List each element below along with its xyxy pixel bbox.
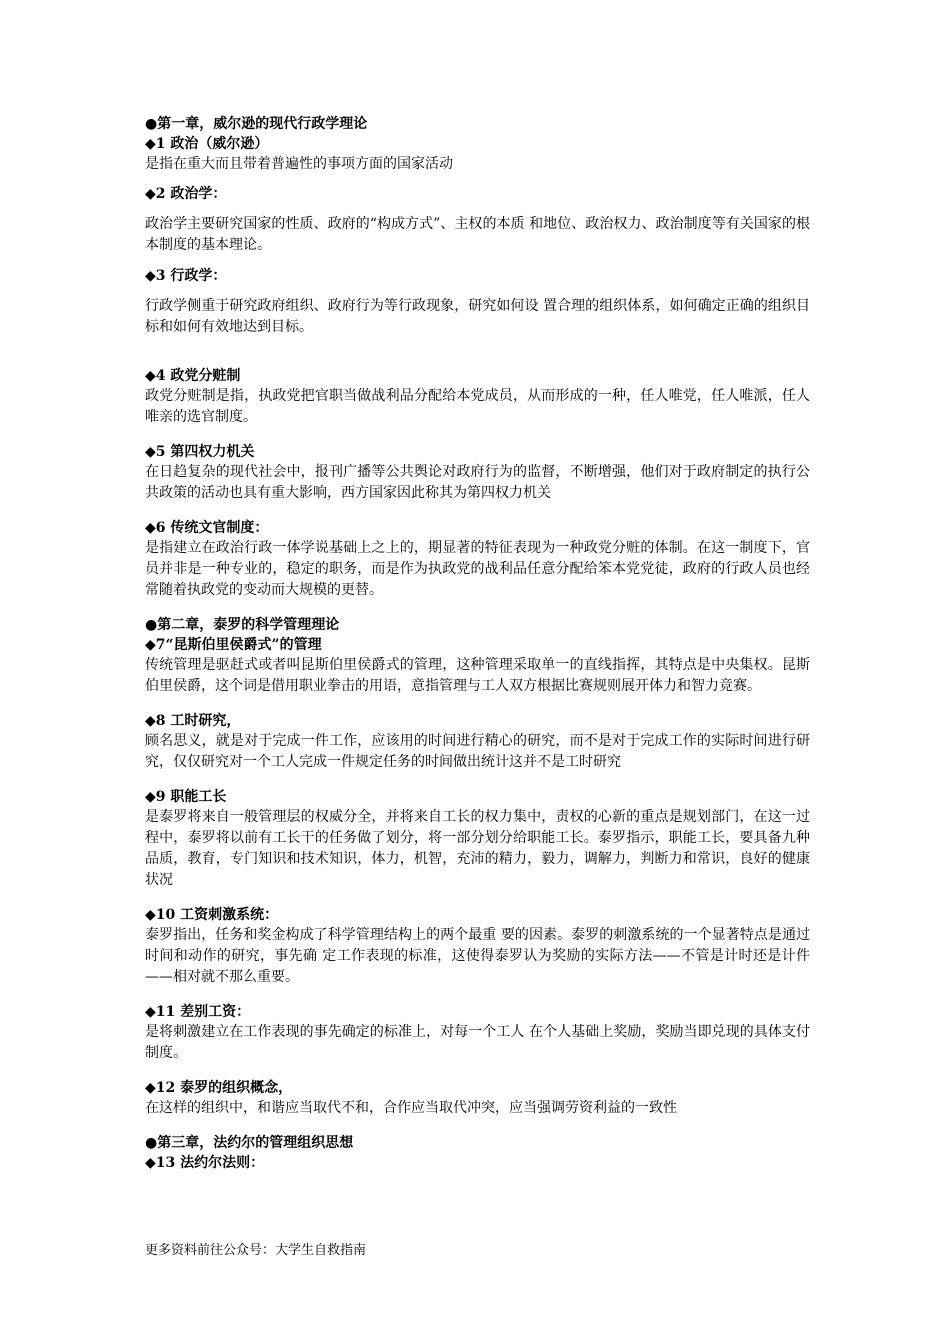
term-5-title: ◆5 第四权力机关	[145, 444, 255, 460]
term-13-title: ◆13 法约尔法则：	[145, 1155, 265, 1171]
term-10-title: ◆10 工资刺激系统：	[145, 907, 279, 923]
term-6-title: ◆6 传统文官制度：	[145, 520, 269, 536]
chapter-2-heading: ●第二章，泰罗的科学管理理论	[145, 617, 340, 633]
document-page	[145, 114, 810, 1173]
term-8-title: ◆8 工时研究，	[145, 713, 241, 729]
term-2-title: ◆2 政治学：	[145, 186, 227, 202]
term-1-body: 是指在重大而且带着普遍性的事项方面的国家活动	[145, 156, 453, 172]
chapter-1-heading: ●第一章，威尔逊的现代行政学理论	[145, 116, 368, 132]
term-4-title: ◆4 政党分赃制	[145, 368, 241, 384]
term-11-body: 是将刺激建立在工作表现的事先确定的标准上，对每一个工人 在个人基础上奖励，奖励当即兑现的具体支付制度。	[145, 1024, 810, 1061]
term-9-title: ◆9 职能工长	[145, 789, 227, 805]
term-9-body: 是泰罗将来自一般管理层的权威分全，并将来自工长的权力集中，责权的心新的重点是规划部门，在这一过程中，泰罗将以前有工长干的任务做了划分，将一部分划分给职能工长。泰罗指示，职能工长，要具备九种品质，教育，专门知识和技术知识，体力，机智，充沛的精力，毅力，调解力，判断力和常识，良好的健康状况	[145, 809, 810, 888]
term-2-body: 政治学主要研究国家的性质、政府的“构成方式”、主权的本质 和地位、政治权力、政治制度等有关国家的根本制度的基本理论。	[145, 216, 810, 253]
term-3-body: 行政学侧重于研究政府组织、政府行为等行政现象，研究如何设 置合理的组织体系，如何确定正确的组织目标和如何有效地达到目标。	[145, 298, 810, 335]
chapter-3-heading: ●第三章，法约尔的管理组织思想	[145, 1135, 354, 1151]
term-5-body: 在日趋复杂的现代社会中，报刊广播等公共舆论对政府行为的监督，不断增强，他们对于政府制定的执行公共政策的活动也具有重大影响，西方国家因此称其为第四权力机关	[145, 464, 810, 501]
term-8-body: 顾名思义，就是对于完成一件工作，应该用的时间进行精心的研究，而不是对于完成工作的实际时间进行研究，仅仅研究对一个工人完成一件规定任务的时间做出统计这并不是工时研究	[145, 733, 810, 770]
term-7-body: 传统管理是驱赶式或者叫昆斯伯里侯爵式的管理，这种管理采取单一的直线指挥，其特点是中央集权。昆斯伯里侯爵，这个词是借用职业拳击的用语，意指管理与工人双方根据比赛规则展开体力和智力竞赛。	[145, 657, 810, 694]
term-12-title: ◆12 泰罗的组织概念，	[145, 1080, 293, 1096]
term-3-title: ◆3 行政学：	[145, 268, 227, 284]
term-6-body: 是指建立在政治行政一体学说基础上之上的，期显著的特征表现为一种政党分赃的体制。在这一制度下，官员并非是一种专业的，稳定的职务，而是作为执政党的战利品任意分配给笨本党党徒，政府的行政人员也经常随着执政党的变动而大规模的更替。	[145, 540, 810, 598]
term-4-body: 政党分赃制是指，执政党把官职当做战利品分配给本党成员，从而形成的一种，任人唯党，任人唯派，任人唯亲的选官制度。	[145, 388, 810, 425]
term-10-body: 泰罗指出，任务和奖金构成了科学管理结构上的两个最重 要的因素。泰罗的刺激系统的一个显著特点是通过时间和动作的研究，事先确 定工作表现的标准，这使得泰罗认为奖励的实际方法——不管是计时还是计件 ——相对就不那么重要。	[145, 927, 810, 985]
page-footer: 更多资料前往公众号：大学生自救指南	[145, 1243, 367, 1258]
term-11-title: ◆11 差别工资：	[145, 1004, 251, 1020]
term-12-body: 在这样的组织中，和谐应当取代不和，合作应当取代冲突，应当强调劳资利益的一致性	[145, 1100, 677, 1116]
term-1-title: ◆1 政治（威尔逊）	[145, 136, 269, 152]
term-7-title: ◆7“昆斯伯里侯爵式”的管理	[145, 637, 322, 653]
